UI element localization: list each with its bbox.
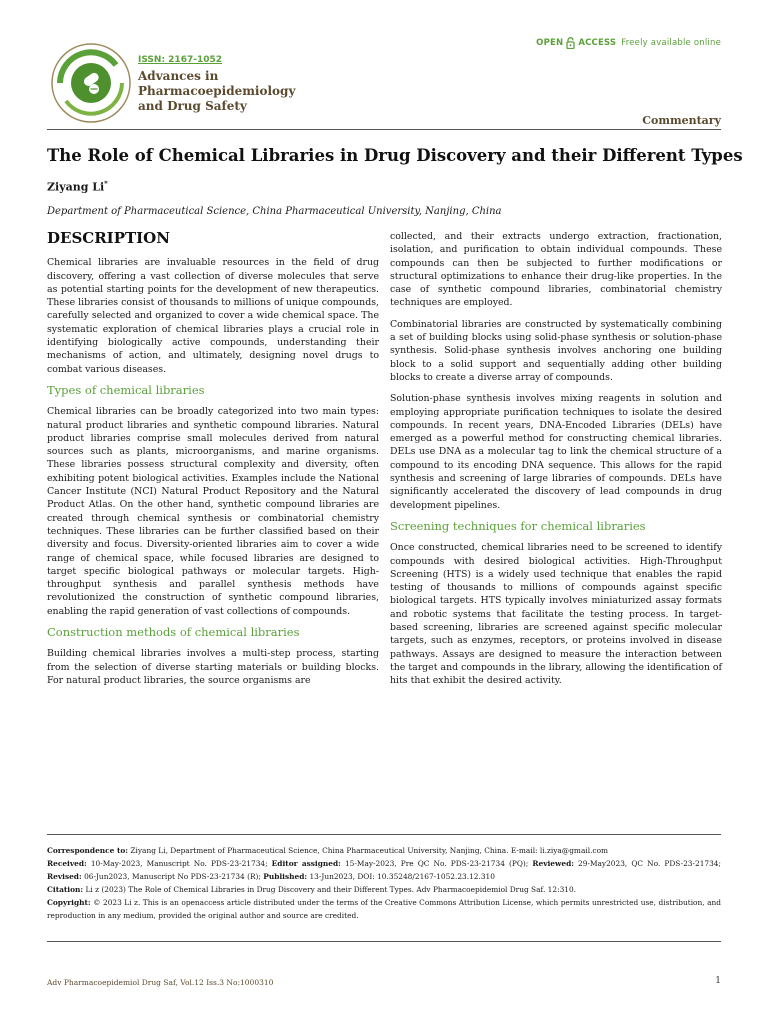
journal-title-line: and Drug Safety [138, 99, 247, 113]
received-label: Received: [47, 859, 87, 868]
correspondence-text: Ziyang Li, Department of Pharmaceutical Science, China Pharmaceutical University, Nanjing, China. E-mail: li.ziya@gmail.com [128, 846, 609, 855]
article-type: Commentary [642, 114, 721, 127]
author-name: Ziyang Li [47, 180, 105, 194]
open-access-free: Freely available online [621, 38, 721, 48]
copyright-label: Copyright: [47, 898, 91, 907]
left-column [47, 230, 379, 695]
paragraph: Chemical libraries are invaluable resources in the field of drug discovery, offering a vast collection of diverse molecules that serve as potential starting points for the development of new therapeutics. These libraries consist of thousands to millions of unique compounds, carefully selected and organized to cover a wide chemical space. The systematic exploration of chemical libraries plays a crucial role in identifying biologically active compounds, understanding their mechanisms of action, and ultimately, designing novel drugs to combat various diseases. [47, 257, 379, 375]
correspondence-label: Correspondence to: [47, 846, 129, 855]
affiliation: Department of Pharmaceutical Science, China Pharmaceutical University, Nanjing, China [47, 206, 502, 217]
open-access-access: ACCESS [578, 38, 617, 48]
copyright-line [47, 896, 721, 922]
published-label: Published: [263, 872, 308, 881]
footer-divider [47, 941, 721, 942]
right-column [390, 230, 722, 696]
journal-title-line: Pharmacoepidemiology [138, 84, 296, 98]
citation-line [47, 883, 721, 896]
journal-title [138, 69, 298, 114]
published-text: 13-Jun2023, DOI: 10.35248/2167-1052.23.12.310 [307, 872, 495, 881]
revised-label: Revised: [47, 872, 82, 881]
page-number: 1 [715, 976, 721, 986]
paragraph: Chemical libraries can be broadly categorized into two main types: natural product libraries and synthetic compound libraries. Natural product libraries comprise small molecules derived from natural sources such as plants, microorganisms, and marine organisms. These libraries possess structural complexity and diversity, often exhibiting potent biological activities. Examples include the National Cancer Institute (NCI) Natural Product Repository and the Natural Product Atlas. On the other hand, synthetic compound libraries are created through chemical synthesis or combinatorial chemistry techniques. These libraries can be further classified based on their diversity and focus. Diversity-oriented libraries aim to cover a wide range of chemical space, while focused libraries are designed to target specific biological pathways or molecular targets. High-throughput synthesis and parallel synthesis methods have revolutionized the construction of synthetic compound libraries, enabling the rapid generation of vast collections of compounds. [47, 406, 379, 617]
section-heading: Construction methods of chemical libraries [47, 625, 300, 640]
paragraph: Once constructed, chemical libraries need to be screened to identify compounds with desired biological activities. High-Throughput Screening (HTS) is a widely used technique that enables the rapid testing of thousands to millions of compounds against specific biological targets. HTS typically involves miniaturized assay formats and robotic systems that facilitate the testing process. In target-based screening, libraries are screened against specific molecular targets, such as enzymes, receptors, or proteins involved in disease pathways. Assays are designed to measure the interaction between the target and compounds in the library, allowing the identification of hits that exhibit the desired activity. [390, 542, 722, 687]
paragraph: Solution-phase synthesis involves mixing reagents in solution and employing appropriate purification techniques to isolate the desired compounds. In recent years, DNA-Encoded Libraries (DELs) have emerged as a powerful method for constructing chemical libraries. DELs use DNA as a molecular tag to link the chemical structure of a compound to its encoding DNA sequence. This allows for the rapid synthesis and screening of large libraries of compounds. DELs have significantly accelerated the discovery of lead compounds in drug development pipelines. [390, 393, 722, 511]
journal-reference: Adv Pharmacoepidemiol Drug Saf, Vol.12 Iss.3 No:1000310 [47, 978, 274, 987]
article-title: The Role of Chemical Libraries in Drug Discovery and their Different Types [47, 146, 743, 165]
paragraph: Building chemical libraries involves a multi-step process, starting from the selection of diverse starting materials or building blocks. For natural product libraries, the source organisms are [47, 648, 379, 686]
section-heading: Types of chemical libraries [47, 382, 205, 397]
author-mark: * [104, 179, 108, 188]
received-text: 10-May-2023, Manuscript No. PDS-23-21734; [86, 859, 272, 868]
issn-label: ISSN: 2167-1052 [138, 55, 223, 65]
reviewed-label: Reviewed: [532, 859, 574, 868]
paragraph: Combinatorial libraries are constructed by systematically combining a set of building blocks using solid-phase synthesis or solution-phase synthesis. Solid-phase synthesis involves anchoring one building block to a solid support and sequentially adding other building blocks to create a diverse array of compounds. [390, 318, 722, 383]
dates-line [47, 857, 721, 883]
author-line [47, 179, 108, 194]
revised-text: 06-Jun2023, Manuscript No PDS-23-21734 (R); [81, 872, 264, 881]
editor-text: 15-May-2023, Pre QC No. PDS-23-21734 (PQ); [340, 859, 533, 868]
journal-title-line: Advances in [138, 69, 219, 83]
open-access-badge [536, 37, 721, 49]
citation-label: Citation: [47, 885, 84, 894]
copyright-text: © 2023 Li z. This is an openaccess article distributed under the terms of the Creative Commons Attribution License, which permits unrestricted use, distribution, and reproduction in any medium, provided the original author and source are credited. [47, 898, 721, 920]
editor-label: Editor assigned: [271, 859, 341, 868]
open-access-lock-icon [566, 37, 575, 49]
section-heading: Screening techniques for chemical libraries [390, 518, 646, 533]
correspondence-line [47, 844, 721, 857]
reviewed-text: 29-May2023, QC No. PDS-23-21734; [573, 859, 721, 868]
journal-logo-icon [50, 42, 132, 124]
paragraph: collected, and their extracts undergo extraction, fractionation, isolation, and purification to obtain individual compounds. These compounds can then be subjected to further modifications or structural optimizations to enhance their drug-like properties. In the case of synthetic compound libraries, combinatorial chemistry techniques are employed. [390, 231, 722, 309]
article-metadata [47, 834, 721, 922]
description-heading: DESCRIPTION [47, 229, 170, 247]
open-access-open: OPEN [536, 38, 564, 48]
header-divider [47, 129, 721, 130]
citation-text: Li z (2023) The Role of Chemical Libraries in Drug Discovery and their Different Types. Adv Pharmacoepidemiol Drug Saf. 12:310. [83, 885, 577, 894]
